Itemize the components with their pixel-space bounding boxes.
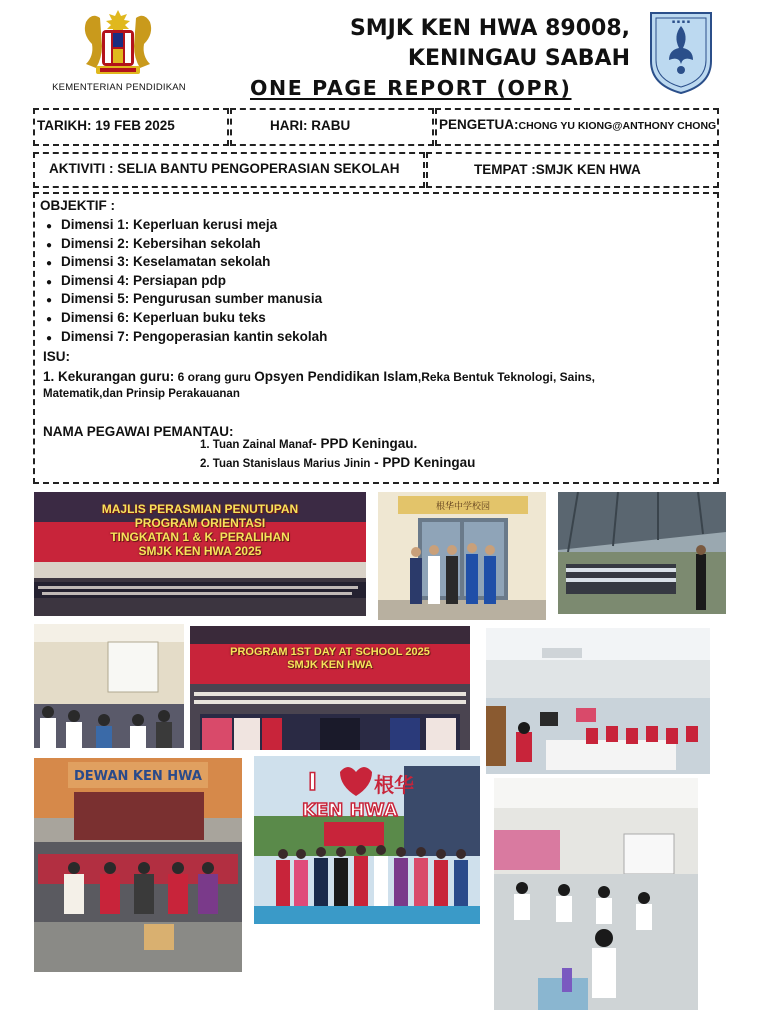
- officer-item-2: 2. Tuan Stanislaus Marius Jinin - PPD Keningau: [200, 455, 476, 470]
- photo-dewan-group: [34, 758, 242, 972]
- list-item: ● Dimensi 7: Pengoperasian kantin sekolah: [46, 328, 328, 344]
- officer-title: NAMA PEGAWAI PEMANTAU:: [43, 424, 234, 439]
- date-box: [33, 108, 229, 146]
- principal-title: PENGETUA:: [439, 117, 519, 132]
- list-item: ● Dimensi 3: Keselamatan sekolah: [46, 254, 271, 270]
- list-item: ● Dimensi 5: Pengurusan sumber manusia: [46, 291, 323, 307]
- activity-label: AKTIVITI : SELIA BANTU PENGOPERASIAN SEKOLAH: [49, 161, 400, 176]
- photo-computer-lab: [486, 628, 710, 774]
- svg-text:根华: 根华: [374, 773, 414, 797]
- principal-label: [439, 117, 716, 132]
- list-item: ● Dimensi 6: Keperluan buku teks: [46, 309, 266, 325]
- photo-first-day-program: [190, 626, 470, 750]
- school-name-line1: SMJK KEN HWA 89008,: [349, 16, 630, 41]
- venue-box: [426, 152, 719, 188]
- issue-title: ISU:: [43, 349, 70, 364]
- malaysia-coat-of-arms-icon: [72, 8, 164, 80]
- ministry-label: KEMENTERIAN PENDIDIKAN: [52, 82, 186, 93]
- school-name-line2: KENINGAU SABAH: [407, 46, 630, 71]
- day-label: HARI: RABU: [270, 118, 351, 133]
- school-crest-icon: [648, 10, 714, 96]
- school-name: [300, 14, 630, 74]
- report-title: ONE PAGE REPORT (OPR): [250, 76, 572, 100]
- venue-label: TEMPAT :SMJK KEN HWA: [474, 162, 641, 177]
- photo-closing-ceremony: [34, 492, 366, 616]
- first-day-banner: PROGRAM 1ST DAY AT SCHOOL 2025 SMJK KEN HWA: [230, 646, 430, 671]
- objective-title: OBJEKTIF :: [40, 198, 116, 213]
- photo-exam-classroom: [494, 778, 698, 1010]
- svg-text:KEN HWA: KEN HWA: [302, 800, 398, 821]
- list-item: ● Dimensi 4: Persiapan pdp: [46, 272, 227, 288]
- date-label: TARIKH: 19 FEB 2025: [37, 118, 175, 133]
- officer-item-1: 1. Tuan Zainal Manaf- PPD Keningau.: [200, 436, 418, 451]
- issue-line2: Matematik,dan Prinsip Perakauanan: [43, 388, 240, 400]
- photo-classroom-meeting: [34, 624, 184, 748]
- activity-box: [33, 152, 425, 188]
- principal-box: [435, 108, 719, 146]
- issue-line1: 1. Kekurangan guru: 6 orang guru Opsyen Pendidikan Islam,Reka Bentuk Teknologi, Sains,: [43, 369, 596, 384]
- photo-assembly-area: [558, 492, 726, 614]
- svg-text:▪ ▪ ▪ ▪: ▪ ▪ ▪ ▪: [671, 19, 691, 25]
- ministry-logo-block: [44, 8, 194, 94]
- svg-text:DEWAN KEN HWA: DEWAN KEN HWA: [74, 769, 202, 784]
- photo-i-love-ken-hwa: [254, 756, 480, 924]
- objective-list: [46, 216, 327, 346]
- svg-text:根华中学校园: 根华中学校园: [435, 502, 491, 512]
- list-item: ● Dimensi 1: Keperluan kerusi meja: [46, 217, 278, 232]
- svg-text:I: I: [308, 768, 317, 796]
- day-box: [230, 108, 434, 146]
- closing-ceremony-banner: MAJLIS PERASMIAN PENUTUPAN PROGRAM ORIENTASI TINGKATAN 1 & K. PERALIHAN SMJK KEN HWA 2025: [101, 502, 299, 558]
- photo-officials-entrance: [378, 492, 546, 620]
- list-item: ● Dimensi 2: Kebersihan sekolah: [46, 235, 261, 251]
- principal-name: CHONG YU KIONG@ANTHONY CHONG: [518, 120, 717, 132]
